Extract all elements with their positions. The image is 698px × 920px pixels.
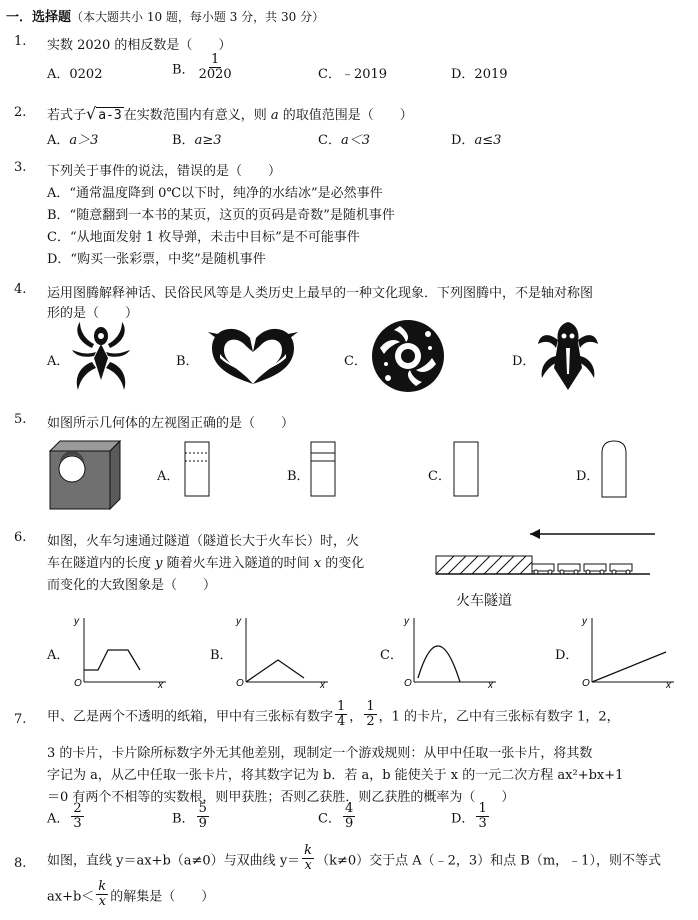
q4-number: 4. [14,282,27,297]
q4-line1: 运用图腾解释神话、民俗民风等是人类历史上最早的一种文化现象．下列图腾中，不是轴对称图 [47,286,594,301]
q5-stem: 如图所示几何体的左视图正确的是（ ） [47,416,295,431]
q3-number: 3. [14,160,27,175]
q6-graph-d-origin: O [582,678,590,688]
q7-option-b: B． $\frac{5}{9}$ [172,801,207,832]
q7-number: 7. [14,712,27,727]
q8-number: 8. [14,856,27,871]
q4-option-c: C． [344,354,367,369]
q4-option-a: A． [47,354,70,369]
q8-frac-k-x-1: $\frac{k}{x}$ [304,843,313,874]
q6-graph-d-x-label: x [666,680,671,688]
q2-option-a: A．a＞3 [47,133,99,148]
q3-option-d: D．“购买一张彩票，中奖”是随机事件 [47,252,266,267]
q3-option-c: C．“从地面发射 1 枚导弹，未击中目标”是不可能事件 [47,230,360,245]
q6-graph-a-y-label: y [74,616,79,627]
q5-view-b [310,441,338,499]
q2-option-d: D．a≤3 [451,133,502,148]
q5-option-b: B． [287,469,310,484]
q6-graph-c [400,612,500,688]
q2-option-b: B．a≥3 [172,133,222,148]
train-tunnel-caption: 火车隧道 [456,592,512,608]
q8-frac-k-x-2: $\frac{k}{x}$ [98,879,107,910]
q2-radicand: a-3 [98,108,122,123]
q4-option-d: D． [512,354,536,369]
q7-line2: 3 的卡片，卡片除所标数字外无其他差别，现制定一个游戏规则：从甲中任取一张卡片，将其数 [47,746,593,761]
q6-graph-d-y-label: y [582,616,587,627]
q6-graph-b-x-label: x [320,680,325,688]
q1-option-b: B． $\frac{1}{2020}$ [172,52,232,83]
q6-graph-a-x-label: x [158,680,163,688]
q6-line2: 车在隧道内的长度 y 随着火车进入隧道的时间 x 的变化 [47,556,365,571]
q5-view-a [184,441,212,499]
q4-line2: 形的是（ ） [47,306,139,321]
q6-graph-c-y-label: y [404,616,409,627]
q7-line3: 字记为 a，从乙中任取一张卡片，将其数字记为 b．若 a，b 能使关于 x 的一元二次方程 ax²+bx+1 [47,768,624,783]
section-note: （本大题共小 10 题，每小题 3 分，共 30 分） [71,10,325,24]
q1-b-fraction: $\frac{1}{2020}$ [198,52,232,83]
q7-frac-1-4: $\frac{1}{4}$ [337,699,346,730]
q6-option-a: A． [47,648,70,663]
totem-b-image [206,318,300,392]
solid-figure [46,437,122,513]
totem-c-image [370,318,446,394]
q1-option-a: A．0202 [47,67,103,82]
section-title: 一．选择题 [6,10,72,25]
q3-option-a: A．“通常温度降到 0℃以下时，纯净的水结冰”是必然事件 [47,186,383,201]
q7-frac-1-2: $\frac{1}{2}$ [366,699,375,730]
q6-line3: 而变化的大致图象是（ ） [47,578,217,593]
q6-number: 6. [14,530,27,545]
train-tunnel-figure [430,524,680,580]
q7-option-d: D． $\frac{1}{3}$ [451,801,487,832]
q6-graph-c-x-label: x [488,680,493,688]
q7-line4: ＝0 有两个不相等的实数根，则甲获胜；否则乙获胜．则乙获胜的概率为（ ） [47,790,515,805]
q6-line1: 如图，火车匀速通过隧道（隧道长大于火车长）时，火 [47,534,360,549]
q2-option-c: C．a＜3 [318,133,370,148]
q6-graph-a [70,612,170,688]
q3-option-b: B．“随意翻到一本书的某页，这页的页码是奇数”是随机事件 [47,208,395,223]
totem-d-image [536,318,600,392]
q2-number: 2. [14,105,27,120]
q6-graph-a-origin: O [74,678,82,688]
q2-stem: 若式子√ a-3 在实数范围内有意义，则 a 的取值范围是（ ） [47,104,413,123]
q5-view-c [453,441,481,499]
q7-line1: 甲、乙是两个不透明的纸箱，甲中有三张标有数字 $\frac{1}{4}$ ， $\frac{1}{2}$ ，1 的卡片，乙中有三张标有数字 1，2， [47,699,620,730]
q3-stem: 下列关于事件的说法，错误的是（ ） [47,164,282,179]
q6-graph-b-origin: O [236,678,244,688]
q6-graph-d [578,612,678,688]
q5-option-d: D． [576,469,600,484]
q1-number: 1. [14,34,27,49]
q1-stem: 实数 2020 的相反数是（ ） [47,38,232,53]
q6-graph-c-origin: O [404,678,412,688]
q8-line2: ax+b＜ $\frac{k}{x}$ 的解集是（ ） [47,879,215,910]
section-heading [6,6,324,25]
q1-option-d: D．2019 [451,67,508,82]
q6-option-b: B． [210,648,233,663]
q6-graph-b-y-label: y [236,616,241,627]
q5-option-c: C． [428,469,451,484]
q5-number: 5. [14,412,27,427]
q5-view-d [601,439,629,499]
q5-option-a: A． [157,469,180,484]
q6-option-d: D． [555,648,579,663]
q7-option-a: A． $\frac{2}{3}$ [47,801,82,832]
q8-line1: 如图，直线 y＝ax+b（a≠0）与双曲线 y＝ $\frac{k}{x}$ （k≠0）交于点 A（﹣2，3）和点 B（m，﹣1），则不等式 [47,843,661,874]
q6-graph-b [232,612,332,688]
totem-a-image [70,318,132,394]
q6-option-c: C． [380,648,403,663]
q4-option-b: B． [176,354,199,369]
q1-option-c: C．﹣2019 [318,67,388,82]
q7-option-c: C． $\frac{4}{9}$ [318,801,354,832]
